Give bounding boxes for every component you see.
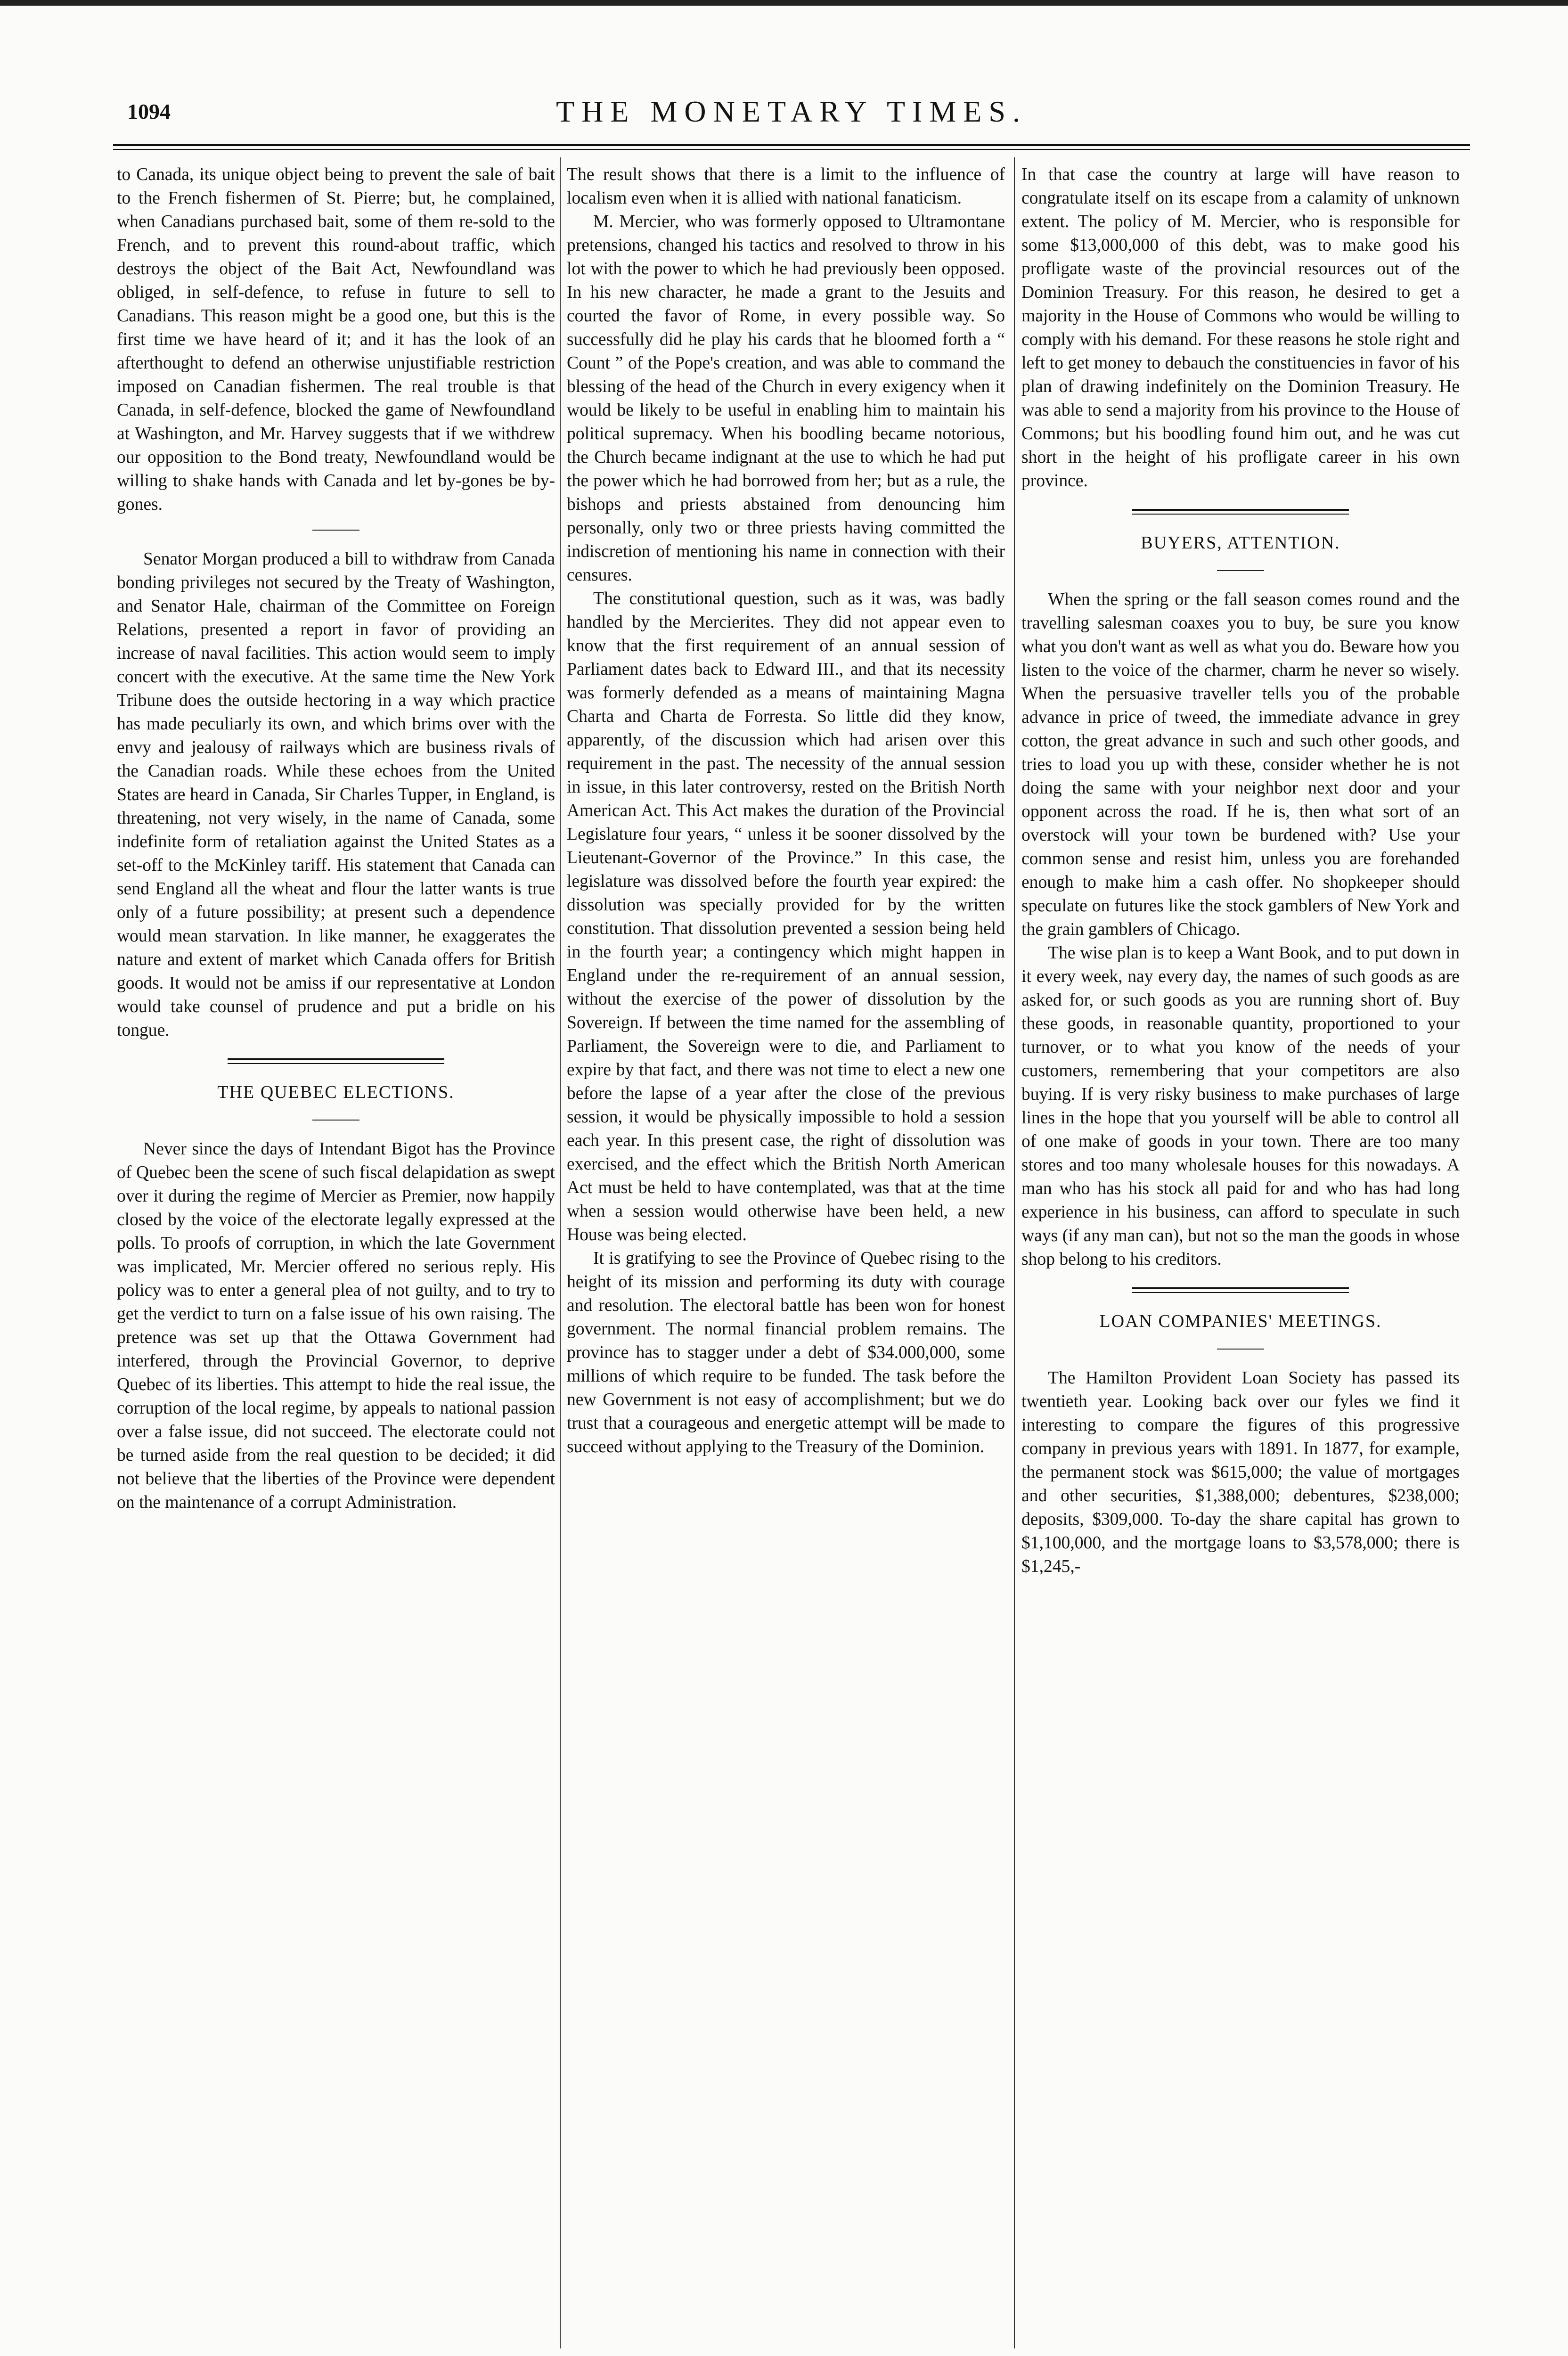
column-3 bbox=[1021, 163, 1460, 1579]
masthead bbox=[118, 94, 1465, 127]
paragraph: The wise plan is to keep a Want Book, and to put down in it every week, nay every day, the names of such goods as are asked for, or such goods as you are running short of. Buy these goods, in reasonable quantity, proportioned to your turnover, or to what you know of the needs of your customers, remembering that your competitors are also buying. If is very risky business to make purchases of large lines in the hope that you yourself will be able to control all of one make of goods in your town. There are too many stores and too many wholesale houses for this nowadays. A man who has his stock all paid for and who has had long experience in his business, can afford to speculate in such ways (if any man can), but not so the man the goods in whose shop belong to his creditors. bbox=[1021, 943, 1460, 1269]
page-edge bbox=[0, 0, 1568, 6]
column-divider bbox=[1014, 157, 1015, 2348]
paragraph: Never since the days of Intendant Bigot has the Province of Quebec been the scene of such fiscal delapidation as swept over it during the regime of Mercier as Premier, now happily closed by the voice of the electorate legally expressed at the polls. To proofs of corruption, in which the late Government was implicated, Mr. Mercier offered no serious reply. His policy was to enter a general plea of not guilty, and to try to get the verdict to turn on a false issue of his own raising. The pretence was set up that the Ottawa Government had interfered, through the Provincial Governor, to deprive Quebec of its liberties. This attempt to hide the real issue, the corruption of the local regime, by appeals to national passion over a false issue, did not succeed. The electorate could not be turned aside from the real question to be decided; it did not believe that the liberties of the Province were dependent on the maintenance of a corrupt Administration. bbox=[117, 1139, 555, 1512]
section-double-rule bbox=[228, 1058, 444, 1064]
paragraph: The constitutional question, such as it was, was badly handled by the Mercierites. They did not appear even to know that the first requirement of an annual session of Parliament dates back to Edward III., and that its necessity was formerly defended as a means of maintaining Magna Charta and Charta de Forresta. So little did they know, apparently, of the discussion which had arisen over this requirement in the past. The necessity of the annual session in issue, in this later controversy, rested on the British North American Act. This Act makes the duration of the Provincial Legislature four years, “ unless it be sooner dissolved by the Lieutenant-Governor of the Province.” In this case, the legislature was dissolved before the fourth year expired: the dissolution was specially provided for by the written constitution. That dissolution prevented a session being held in the fourth year; a contingency which might happen in England under the re-requirement of an annual session, without the exercise of the power of dissolution by the Sovereign. If between the time named for the assembling of Parliament, the Sovereign were to die, and Parliament to expire by that fact, and there was not time to elect a new one before the lapse of a year after the close of the previous session, it would be physically impossible to hold a session each year. In this present case, the right of dissolution was exercised, and the effect which the British North American Act must be held to have contemplated, was that at the time when a session would otherwise have been held, a new House was being elected. bbox=[567, 589, 1005, 1244]
paragraph: In that case the country at large will have reason to congratulate itself on its escape from a calamity of unknown extent. The policy of M. Mercier, who is responsible for some $13,000,000 of this debt, was to make good his profligate waste of the provincial resources out of the Dominion Treasury. For this reason, he desired to get a majority in the House of Commons who would be willing to comply with his demand. For these reasons he stole right and left to get money to debauch the constituencies in favor of his plan of drawing indefinitely on the Dominion Treasury. He was able to send a majority from his province to the House of Commons; but his boodling found him out, and he was cut short in the height of his profligate career in his own province. bbox=[1021, 165, 1460, 491]
paragraph: When the spring or the fall season comes round and the travelling salesman coaxes you to buy, be sure you know what you don't want as well as what you do. Beware how you listen to the voice of the charmer, charm he never so wisely. When the persuasive traveller tells you of the probable advance in price of tweed, the immediate advance in grey cotton, the great advance in such and such other goods, and tries to load you up with these, consider whether he is not doing the same with your neighbor next door and your opponent across the road. If he is, then what sort of an overstock will your town be burdened with? Use your common sense and resist him, unless you are forehanded enough to make him a cash offer. No shopkeeper should speculate on futures like the stock gamblers of New York and the grain gamblers of Chicago. bbox=[1021, 590, 1460, 939]
column-1 bbox=[117, 163, 555, 1514]
page-number: 1094 bbox=[127, 99, 171, 123]
section-dash bbox=[312, 1120, 359, 1121]
column-divider bbox=[560, 157, 561, 2348]
section-heading-buyers-attention: BUYERS, ATTENTION. bbox=[1141, 533, 1340, 553]
section-dash bbox=[1217, 570, 1264, 571]
section-dash bbox=[312, 530, 359, 531]
column-2 bbox=[567, 163, 1005, 1459]
section-double-rule bbox=[1132, 1287, 1349, 1293]
paragraph: It is gratifying to see the Province of Quebec rising to the height of its mission and performing its duty with courage and resolution. The electoral battle has been won for honest government. The normal financial problem remains. The province has to stagger under a debt of $34.000,000, some millions of which require to be funded. The task before the new Government is not easy of accomplishment; but we do trust that a courageous and energetic attempt will be made to succeed without applying to the Treasury of the Dominion. bbox=[567, 1249, 1005, 1456]
paragraph: The result shows that there is a limit to the influence of localism even when it is allied with national fanaticism. bbox=[567, 165, 1005, 208]
section-double-rule bbox=[1132, 509, 1349, 515]
publication-title: THE MONETARY TIMES. bbox=[556, 95, 1027, 128]
section-heading-quebec-elections: THE QUEBEC ELECTIONS. bbox=[217, 1082, 455, 1102]
section-dash bbox=[1217, 1349, 1264, 1350]
section-heading-loan-companies: LOAN COMPANIES' MEETINGS. bbox=[1099, 1311, 1382, 1331]
paragraph: Senator Morgan produced a bill to withdraw from Canada bonding privileges not secured by the Treaty of Washington, and Senator Hale, chairman of the Committee on Foreign Relations, presented a report in favor of providing an increase of naval facilities. This action would seem to imply concert with the executive. At the same time the New York Tribune does the outside hectoring in a way which practice has made peculiarly its own, and which brims over with the envy and jealousy of railways which are business rivals of the Canadian roads. While these echoes from the United States are heard in Canada, Sir Charles Tupper, in England, is threatening, not very wisely, in the name of Canada, some indefinite form of retaliation against the United States as a set-off to the McKinley tariff. His statement that Canada can send England all the wheat and flour the latter wants is true only of a future possibility; at present such a dependence would mean starvation. In like manner, he exaggerates the nature and extent of market which Canada offers for British goods. It would not be amiss if our representative at London would take counsel of prudence and put a bridle on his tongue. bbox=[117, 549, 555, 1040]
paragraph: M. Mercier, who was formerly opposed to Ultramontane pretensions, changed his tactics and resolved to throw in his lot with the power to which he had previously been opposed. In his new character, he made a grant to the Jesuits and courted the favor of Rome, in every possible way. So successfully did he play his cards that he bloomed forth a “ Count ” of the Pope's creation, and was able to command the blessing of the head of the Church in every exigency when it would be likely to be useful in enabling him to maintain his political supremacy. When his boodling became notorious, the Church became indignant at the use to which he had put the power which he had borrowed from her; but as a rule, the bishops and priests abstained from denouncing him personally, only two or three priests having committed the indiscretion of mentioning his name in connection with their censures. bbox=[567, 212, 1005, 585]
header-rule bbox=[113, 144, 1470, 150]
paragraph: The Hamilton Provident Loan Society has passed its twentieth year. Looking back over our fyles we find it interesting to compare the figures of this progressive company in previous years with 1891. In 1877, for example, the permanent stock was $615,000; the value of mortgages and other securities, $1,388,000; debentures, $238,000; deposits, $309,000. To-day the share capital has grown to $1,100,000, and the mortgage loans to $3,578,000; there is $1,245,- bbox=[1021, 1368, 1460, 1576]
paragraph: to Canada, its unique object being to prevent the sale of bait to the French fishermen of St. Pierre; but, he complained, when Canadians purchased bait, some of them re-sold to the French, and to prevent this round-about traffic, which destroys the object of the Bait Act, Newfoundland was obliged, in self-defence, to refuse in future to sell to Canadians. This reason might be a good one, but this is the first time we have heard of it; and it has the look of an afterthought to defend an otherwise unjustifiable restriction imposed on Canadian fishermen. The real trouble is that Canada, in self-defence, blocked the game of Newfoundland at Washington, and Mr. Harvey suggests that if we withdrew our opposition to the Bond treaty, Newfoundland would be willing to shake hands with Canada and let by-gones be by-gones. bbox=[117, 165, 555, 514]
